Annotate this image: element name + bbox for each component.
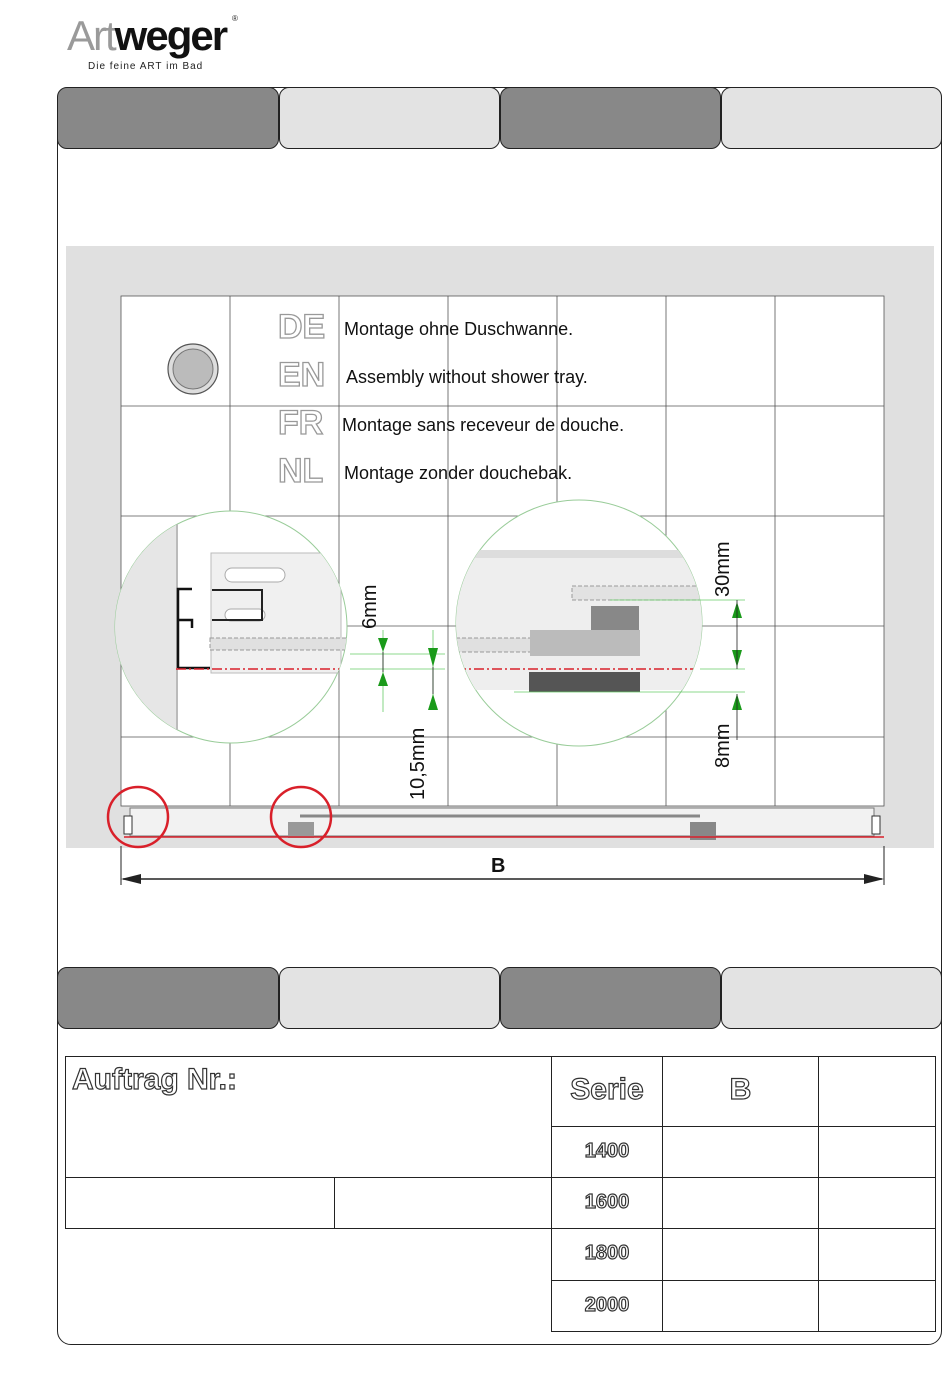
lang-text-en: Assembly without shower tray. — [346, 367, 588, 387]
order-field-b[interactable] — [334, 1177, 552, 1229]
b-header — [662, 1056, 819, 1127]
lang-text-nl: Montage zonder douchebak. — [344, 463, 573, 483]
b-value-1800[interactable] — [662, 1228, 819, 1281]
brand-logo: Artweger — [67, 12, 227, 59]
dim-10-5mm: 10,5mm — [407, 727, 429, 800]
footer-tab-3 — [500, 967, 721, 1029]
dim-30mm: 30mm — [712, 541, 734, 597]
serie-label: Serie — [570, 1073, 644, 1106]
b-label: B — [729, 1073, 752, 1106]
extra-value-1600[interactable] — [818, 1177, 936, 1229]
serie-value: 1400 — [584, 1140, 630, 1162]
lang-text-fr: Montage sans receveur de douche. — [342, 415, 625, 435]
lang-code-de: DE — [278, 308, 326, 346]
dim-8mm: 8mm — [712, 723, 734, 768]
b-value-1400[interactable] — [662, 1126, 819, 1178]
serie-row-1600 — [551, 1177, 663, 1229]
serie-row-1400 — [551, 1126, 663, 1178]
registered-mark: ® — [232, 14, 238, 23]
brand-tagline: Die feine ART im Bad — [88, 61, 204, 72]
extra-header — [818, 1056, 936, 1127]
serie-row-1800 — [551, 1228, 663, 1281]
footer-tab-4 — [721, 967, 942, 1029]
lang-row-en — [278, 357, 678, 393]
lang-row-nl — [278, 453, 678, 489]
lang-row-fr — [278, 405, 678, 441]
order-number-label: Auftrag Nr.: — [72, 1063, 237, 1096]
footer-tab-2 — [279, 967, 500, 1029]
dim-width-b: B — [491, 855, 506, 877]
serie-value: 1600 — [584, 1191, 630, 1213]
order-field-a[interactable] — [65, 1177, 335, 1229]
serie-value: 2000 — [584, 1294, 630, 1316]
lang-code-nl: NL — [278, 452, 324, 490]
order-number-field[interactable] — [65, 1056, 552, 1178]
serie-value: 1800 — [584, 1242, 630, 1264]
footer-tab-1 — [57, 967, 279, 1029]
lang-row-de — [278, 309, 678, 345]
extra-value-1400[interactable] — [818, 1126, 936, 1178]
b-value-2000[interactable] — [662, 1280, 819, 1332]
serie-row-2000 — [551, 1280, 663, 1332]
lang-code-en: EN — [278, 356, 326, 394]
serie-header — [551, 1056, 663, 1127]
lang-code-fr: FR — [278, 404, 324, 442]
dim-6mm: 6mm — [359, 584, 381, 629]
lang-text-de: Montage ohne Duschwanne. — [344, 319, 574, 339]
b-value-1600[interactable] — [662, 1177, 819, 1229]
extra-value-2000[interactable] — [818, 1280, 936, 1332]
extra-value-1800[interactable] — [818, 1228, 936, 1281]
